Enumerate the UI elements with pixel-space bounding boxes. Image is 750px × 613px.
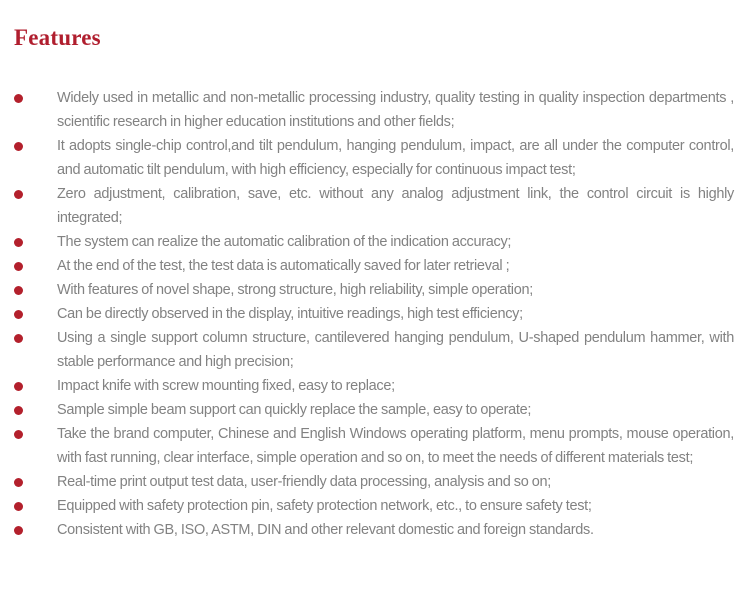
feature-text: Real-time print output test data, user-friendly data processing, analysis and so on; [57,474,551,490]
feature-text: With features of novel shape, strong structure, high reliability, simple operation; [57,282,533,298]
bullet-icon [14,382,23,391]
bullet-icon [14,94,23,103]
feature-item [14,230,734,254]
bullet-icon [14,142,23,151]
feature-item [14,374,734,398]
feature-text: Widely used in metallic and non-metallic processing industry, quality testing in quality inspection departments , scientific research in higher education institutions and other fields; [57,90,734,130]
feature-text: Consistent with GB, ISO, ASTM, DIN and other relevant domestic and foreign standards. [57,522,594,538]
page-title: Features [14,25,101,50]
feature-text: Zero adjustment, calibration, save, etc. without any analog adjustment link, the control circuit is highly integrated; [57,186,734,226]
feature-item [14,278,734,302]
features-list [0,86,750,542]
bullet-icon [14,502,23,511]
feature-item [14,182,734,230]
feature-text: It adopts single-chip control,and tilt pendulum, hanging pendulum, impact, are all under the computer control, and automatic tilt pendulum, with high efficiency, especially for continuous impact test; [57,138,734,178]
feature-item [14,398,734,422]
bullet-icon [14,526,23,535]
bullet-icon [14,286,23,295]
feature-item [14,86,734,134]
bullet-icon [14,478,23,487]
bullet-icon [14,262,23,271]
feature-text: Impact knife with screw mounting fixed, easy to replace; [57,378,395,394]
feature-item [14,518,734,542]
feature-item [14,254,734,278]
bullet-icon [14,430,23,439]
bullet-icon [14,238,23,247]
feature-text: Can be directly observed in the display, intuitive readings, high test efficiency; [57,306,523,322]
feature-item [14,302,734,326]
feature-item [14,326,734,374]
bullet-icon [14,334,23,343]
bullet-icon [14,190,23,199]
feature-text: At the end of the test, the test data is automatically saved for later retrieval ; [57,258,510,274]
feature-text: Take the brand computer, Chinese and English Windows operating platform, menu prompts, mouse operation, with fast running, clear interface, simple operation and so on, to meet the needs of different materials test; [57,426,734,466]
bullet-icon [14,406,23,415]
feature-text: Equipped with safety protection pin, safety protection network, etc., to ensure safety test; [57,498,592,514]
feature-item [14,470,734,494]
bullet-icon [14,310,23,319]
feature-item [14,134,734,182]
feature-text: Using a single support column structure, cantilevered hanging pendulum, U-shaped pendulum hammer, with stable performance and high precision; [57,330,734,370]
feature-text: Sample simple beam support can quickly replace the sample, easy to operate; [57,402,532,418]
feature-item [14,422,734,470]
feature-text: The system can realize the automatic calibration of the indication accuracy; [57,234,512,250]
feature-item [14,494,734,518]
